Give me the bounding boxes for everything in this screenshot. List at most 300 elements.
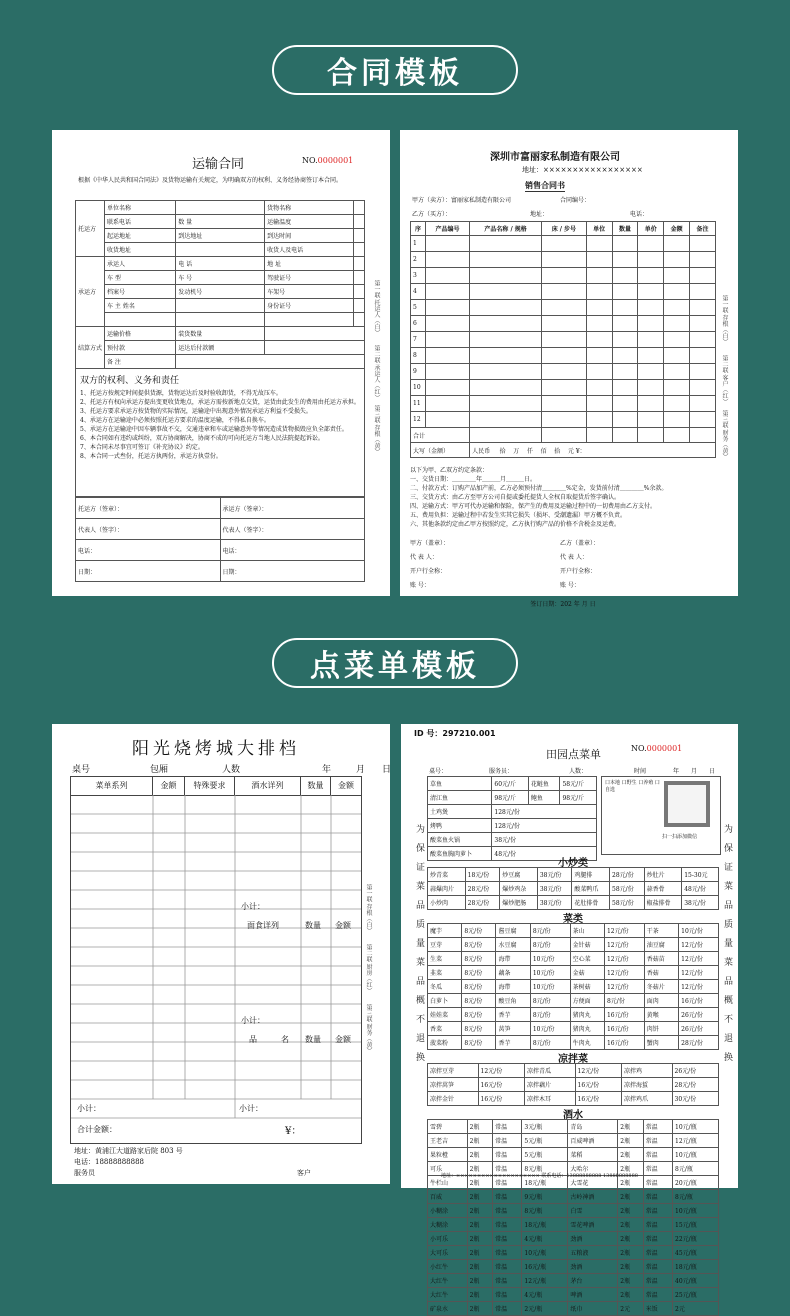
price: 8元/份: [462, 980, 496, 994]
cell: 运输价格: [105, 327, 176, 341]
dish: 海带: [496, 952, 530, 966]
temp: 常温: [643, 1176, 672, 1190]
temp: 常温: [493, 1148, 522, 1162]
dish: 香菇苗: [644, 952, 678, 966]
dish: 烤鸭: [428, 819, 492, 833]
sign-cell: 日期：: [76, 561, 221, 582]
dish: 面肉: [644, 994, 678, 1008]
cell: 车 主 姓名: [105, 299, 176, 313]
price: 12元/份: [679, 952, 719, 966]
garden-title: 田园点菜单: [546, 748, 601, 761]
store-phone: 电话：18888888888: [74, 1158, 144, 1166]
row-number: 6: [411, 316, 426, 332]
cell: 发动机号: [176, 285, 265, 299]
row-number: 9: [411, 364, 426, 380]
price: 10元/瓶: [673, 1120, 719, 1134]
qty: 2瓶: [467, 1232, 493, 1246]
price: 10元/份: [530, 966, 570, 980]
col-header: 数量: [301, 777, 331, 795]
price: 16元/份: [575, 1092, 621, 1106]
bbq-order-sheet: [52, 724, 390, 1184]
party-b: 乙方（买方）：: [412, 211, 452, 218]
cell: 单位名称: [105, 201, 176, 215]
unit: 拾: [554, 447, 561, 455]
price: 5元/瓶: [522, 1148, 568, 1162]
sales-title: 销售合同书: [525, 180, 565, 190]
price: 12元/份: [604, 924, 644, 938]
price: 30元/份: [672, 1092, 719, 1106]
cell: 地 址: [265, 257, 354, 271]
dish: 猪肉丸: [570, 1022, 604, 1036]
copy-note: 第三联 存根（黄）: [373, 405, 380, 455]
cell: 数 量: [176, 215, 265, 229]
price: 10元/份: [530, 1022, 570, 1036]
price: 58元/份: [610, 896, 645, 910]
copy-note: 第一联 托运人（白）: [373, 280, 380, 336]
settle-label: 结算方式: [76, 327, 105, 369]
garden-order-sheet: [401, 724, 738, 1313]
price: 48元/份: [492, 847, 597, 861]
drink: 百威啤酒: [568, 1134, 618, 1148]
term: 六、其他条款约定由乙甲方按照约定，乙方执行购产品的价格不含税金及运费。: [410, 521, 621, 528]
price: 12元/瓶: [522, 1274, 568, 1288]
price: 8元/份: [462, 1036, 496, 1050]
qty: 2瓶: [618, 1176, 644, 1190]
price: 98元/斤: [560, 791, 597, 805]
cell: 车架号: [265, 285, 354, 299]
dish: 韭菜: [428, 966, 462, 980]
transport-title: 运输合同: [192, 157, 245, 172]
qty: 2瓶: [467, 1246, 493, 1260]
price: 38元/份: [537, 868, 572, 882]
row-number: 12: [411, 412, 426, 428]
price: 38元/份: [537, 896, 572, 910]
dish: 酸菜鱼胸肉萝卜: [428, 847, 492, 861]
cell: 运达后付款额: [176, 341, 265, 355]
meta-label: 日: [709, 768, 716, 775]
unit: 元 ¥：: [567, 447, 586, 455]
rights-title: 双方的权利、义务和责任: [80, 376, 180, 386]
dish: 生菜: [428, 952, 462, 966]
temp: 常温: [643, 1246, 672, 1260]
col-header: 特殊要求: [185, 777, 235, 795]
drink: 大糊涂: [428, 1218, 468, 1232]
col-header: 产品名称 / 规格: [470, 222, 542, 236]
col-header: 备注: [690, 222, 716, 236]
qty: 2瓶: [618, 1260, 644, 1274]
dish: 水豆腐: [496, 938, 530, 952]
price: 40元/瓶: [673, 1274, 719, 1288]
company-address: 地址：×××××××××××××××××: [522, 166, 643, 174]
copy-note: 第二联 厨房（红）: [365, 944, 372, 994]
col-header: 菜单系列: [71, 777, 153, 795]
copy-note: 第三联 财务（黄）: [365, 1004, 372, 1054]
price: 12元/份: [604, 938, 644, 952]
sales-contract-sheet: [400, 130, 738, 608]
cell: 收货地址: [105, 243, 176, 257]
row-number: 3: [411, 268, 426, 284]
price: 3元/瓶: [522, 1120, 568, 1134]
cell: 联系电话: [105, 215, 176, 229]
price: 2元/瓶: [522, 1302, 568, 1316]
shipper-table: [75, 200, 365, 369]
dish: 椒盐排骨: [644, 896, 682, 910]
price: 26元/份: [679, 1008, 719, 1022]
qty: 2瓶: [467, 1176, 493, 1190]
copy-note: 第一联 存根（白）: [365, 884, 372, 934]
price: 98元/斤: [492, 791, 529, 805]
dish: 菠菜粉: [428, 1036, 462, 1050]
price: 26元/份: [672, 1064, 719, 1078]
menu-section-title: 点菜单模板: [272, 638, 518, 688]
meta-label: 年: [322, 765, 332, 775]
price: 60元/斤: [492, 777, 529, 791]
dish: 凉拌莴笋: [428, 1078, 479, 1092]
sign-field: 甲方（盖章）：: [410, 540, 450, 547]
dish: 方便面: [570, 994, 604, 1008]
order-no: 0000001: [646, 744, 683, 753]
drink: 雪花啤酒: [568, 1218, 618, 1232]
subtotal-label: 小计：: [77, 1104, 101, 1113]
sign-field: 代 表 人：: [560, 554, 588, 561]
cell: 身份证号: [265, 299, 354, 313]
price: 8元/份: [462, 1008, 496, 1022]
col-header: 金额: [335, 1035, 351, 1044]
price: 20元/瓶: [673, 1176, 719, 1190]
meta-label: 包厢: [150, 765, 169, 775]
dish: 酱豆腐: [496, 924, 530, 938]
sign-field: 开户行全称：: [560, 568, 597, 575]
drink: 青岛: [568, 1120, 618, 1134]
drink: 果粒橙: [428, 1148, 468, 1162]
price: 16元/份: [604, 1036, 644, 1050]
drink: 劲酒: [568, 1260, 618, 1274]
price: 16元/份: [478, 1078, 524, 1092]
price: 16元/份: [679, 994, 719, 1008]
drink: 啤酒: [568, 1288, 618, 1302]
price: 8元/份: [604, 994, 644, 1008]
sign-cell: 电话：: [220, 540, 365, 561]
subtotal-label: 小计：: [241, 1016, 265, 1025]
cell: 车 型: [105, 271, 176, 285]
price: 12元/瓶: [673, 1134, 719, 1148]
transport-no-label: NO.: [302, 156, 318, 165]
qty: 2瓶: [618, 1190, 644, 1204]
subtotal-label: 小计：: [239, 1104, 263, 1113]
dish: 草鱼: [428, 777, 492, 791]
qty: 2瓶: [467, 1134, 493, 1148]
dish: 金针菇: [570, 938, 604, 952]
drink: 矿泉水: [428, 1302, 468, 1316]
no-return-note: 为保证菜品质量菜品概不退换: [414, 824, 424, 1071]
qty: 2瓶: [467, 1274, 493, 1288]
temp: 常温: [493, 1204, 522, 1218]
price: 8元/份: [462, 938, 496, 952]
dish: 爆炒肥肠: [500, 896, 538, 910]
price: 10元/瓶: [673, 1148, 719, 1162]
sign-cell: 电话：: [76, 540, 221, 561]
dish: 娃娃菜: [428, 1008, 462, 1022]
cell: 起运地址: [105, 229, 176, 243]
cell: 备 注: [105, 355, 176, 369]
scan-caption: 扫一扫添加微信: [662, 834, 698, 840]
bbq-title: 阳光烧烤城大排档: [132, 739, 300, 759]
unit: 佰: [540, 447, 547, 455]
price: 8元/份: [462, 1022, 496, 1036]
rights-item: 5、承运方在运输途中因车辆事故不交，交通违章和车或运输意外等情况造成货物损毁应负全部责任。: [80, 426, 348, 433]
price: 10元/份: [530, 952, 570, 966]
cell: 车 号: [176, 271, 265, 285]
qty: 2瓶: [618, 1148, 644, 1162]
price: 10元/份: [679, 924, 719, 938]
price: 18元/份: [465, 868, 500, 882]
carrier-label: 承运方: [76, 257, 105, 327]
party-a: 甲方（卖方）：富丽家私制造有限公司: [412, 197, 512, 204]
cell: 承运人: [105, 257, 176, 271]
dish: 香菇: [644, 966, 678, 980]
sign-field: 代 表 人：: [410, 554, 438, 561]
qty: 2瓶: [618, 1288, 644, 1302]
rights-item: 6、本合同如有违约或纠纷，双方协商解决，协商不成的可向托运方当地人民法院提起诉讼。: [80, 435, 324, 442]
price: 38元/份: [492, 833, 597, 847]
category-drinks: 酒水: [563, 1110, 583, 1121]
price: 28元/份: [610, 868, 645, 882]
row-number: 11: [411, 396, 426, 412]
sign-table: [75, 497, 365, 582]
meta-label: 桌号：: [429, 768, 448, 775]
dish: 冬菇片: [644, 980, 678, 994]
temp: 米饭: [643, 1302, 672, 1316]
company-name: 深圳市富丽家私制造有限公司: [490, 152, 620, 163]
copy-note: 第三联 财务（黄）: [721, 410, 728, 460]
option: 口养殖: [638, 780, 654, 786]
category-stir-fry: 小炒类: [558, 858, 588, 869]
drink: 小可乐: [428, 1232, 468, 1246]
dish: 海带: [496, 980, 530, 994]
price: 8元/份: [530, 924, 570, 938]
total-label: 合计: [411, 428, 470, 443]
term: 四、运输方式：甲方可代办运输和保险，保产生的费用及运输过程中的一切费用由乙方支付。: [410, 503, 657, 510]
drink: 大可乐: [428, 1246, 468, 1260]
dish: 清江鱼: [428, 791, 492, 805]
cell: 装货数量: [176, 327, 265, 341]
stir-fry-table: [427, 867, 719, 910]
row-number: 5: [411, 300, 426, 316]
dish: 藕条: [496, 966, 530, 980]
drink: 古岭神酒: [568, 1190, 618, 1204]
cell: 电 话: [176, 257, 265, 271]
dish: 凉拌海蜇: [621, 1078, 672, 1092]
price: 15元/瓶: [673, 1218, 719, 1232]
dish: 干茶: [644, 924, 678, 938]
price: 8元/份: [462, 924, 496, 938]
price: 45元/瓶: [673, 1246, 719, 1260]
temp: 常温: [493, 1162, 522, 1176]
cold-dishes-table: [427, 1063, 719, 1106]
yen-label: ¥：: [285, 1126, 302, 1137]
total-label: 合计金额：: [77, 1125, 117, 1134]
price: 8元/瓶: [522, 1204, 568, 1218]
qty: 2瓶: [618, 1120, 644, 1134]
dish: 鲍鱼: [528, 791, 560, 805]
price: 28元/份: [679, 1036, 719, 1050]
dish: 白萝卜: [428, 994, 462, 1008]
qr-code-placeholder: [664, 781, 710, 827]
dish: 蟹肉: [644, 1036, 678, 1050]
transport-no: 0000001: [317, 156, 354, 165]
row-number: 1: [411, 236, 426, 252]
qty: 2瓶: [618, 1204, 644, 1218]
drink: 菜稻: [568, 1148, 618, 1162]
dish: 小炒肉: [428, 896, 466, 910]
row-number: 4: [411, 284, 426, 300]
col-header: 面食详列: [247, 921, 279, 930]
rights-item: 1、托运方按规定时间提供货源，货物运达后及时验收卸货，不得无故压车。: [80, 390, 282, 397]
drink: 牛栏山: [428, 1176, 468, 1190]
row-number: 7: [411, 332, 426, 348]
price: 16元/份: [604, 1022, 644, 1036]
sign-field: 账 号：: [560, 582, 580, 589]
dish: 凉拌金针: [428, 1092, 479, 1106]
temp: 常温: [643, 1190, 672, 1204]
store-address: 地址：黄浦江大道路家后院 803 号: [74, 1147, 183, 1155]
price: 28元/份: [672, 1078, 719, 1092]
price: 8元/份: [530, 938, 570, 952]
drink: 劲酒: [568, 1232, 618, 1246]
cell: 到达地址: [176, 229, 265, 243]
temp: 常温: [643, 1162, 672, 1176]
qty: 2瓶: [618, 1246, 644, 1260]
drink: 大哈尔: [568, 1162, 618, 1176]
temp: 常温: [493, 1120, 522, 1134]
price: 9元/瓶: [522, 1190, 568, 1204]
footer-contact: 地址：×××××××××××××××××××× 联系电话：13888888888 13888888888: [441, 1173, 638, 1179]
dish: 炒豆腐: [500, 868, 538, 882]
rights-item: 4、承运方在运输途中必须按照托运方要求的温度运输，不得私自换车。: [80, 417, 270, 424]
price: 16元/瓶: [522, 1260, 568, 1274]
qty: 2瓶: [467, 1190, 493, 1204]
qty: 2瓶: [467, 1148, 493, 1162]
qty: 2瓶: [467, 1260, 493, 1274]
dish: 空心菜: [570, 952, 604, 966]
price: 8元/瓶: [673, 1162, 719, 1176]
price: 12元/份: [604, 980, 644, 994]
term: 五、费用负担：运输过程中若发生实其它损失（损坏、受潮遗漏）甲方概不负责。: [410, 512, 627, 519]
col-header: 序: [411, 222, 426, 236]
price: 10元/瓶: [522, 1246, 568, 1260]
price: 8元/份: [530, 1008, 570, 1022]
col-header: 品: [249, 1035, 257, 1044]
dish: 金菇: [570, 966, 604, 980]
category-cold-dishes: 凉拌菜: [558, 1054, 588, 1065]
price: 8元/瓶: [673, 1190, 719, 1204]
unit: 拾: [499, 447, 506, 455]
contract-no: 合同编号：: [560, 197, 591, 204]
transport-intro: 根据《中华人民共和国合同法》及货物运输有关规定，为明确双方的权利、义务经协商签订本合同。: [78, 177, 343, 184]
dish: 豆芽: [428, 938, 462, 952]
price: 18元/瓶: [522, 1176, 568, 1190]
qty: 2瓶: [467, 1120, 493, 1134]
price: 22元/瓶: [673, 1232, 719, 1246]
temp: 常温: [493, 1260, 522, 1274]
rights-item: 3、托运方要求承运方按货物的实际情况，运输途中出现意外情况承运方利益不受损失。: [80, 408, 312, 415]
qty: 2瓶: [467, 1288, 493, 1302]
sign-field: 乙方（盖章）：: [560, 540, 600, 547]
cell: 档案号: [105, 285, 176, 299]
dish: 黄喉: [644, 1008, 678, 1022]
temp: 常温: [493, 1218, 522, 1232]
term: 一、交货日期：＿＿＿＿年＿＿＿月＿＿＿日。: [410, 476, 537, 483]
sheet-id: ID 号：297210.001: [414, 729, 496, 738]
price: 12元/份: [604, 952, 644, 966]
price: 15-30元: [682, 868, 719, 882]
party-b-addr: 地址：: [530, 211, 549, 218]
temp: 常温: [493, 1190, 522, 1204]
dish: 牛肉丸: [570, 1036, 604, 1050]
meta-label: 服务员：: [489, 768, 514, 775]
price: 8元/份: [462, 952, 496, 966]
price: 12元/份: [575, 1064, 621, 1078]
temp: 常温: [493, 1134, 522, 1148]
qty: 2瓶: [618, 1162, 644, 1176]
col-header: 单价: [638, 222, 664, 236]
row-number: 10: [411, 380, 426, 396]
sales-items-table: [410, 221, 716, 458]
drink: 五粮液: [568, 1246, 618, 1260]
price: 12元/份: [679, 938, 719, 952]
unit: 万: [513, 447, 520, 455]
price: 58元/份: [610, 882, 645, 896]
dish: 魔芋: [428, 924, 462, 938]
unit: 仟: [526, 447, 533, 455]
col-header: 床 / 步号: [542, 222, 587, 236]
drink: 大红牛: [428, 1274, 468, 1288]
dish: 炒青菜: [428, 868, 466, 882]
cell: 货物名称: [265, 201, 354, 215]
dish: 酸菜鸭爪: [572, 882, 610, 896]
dish: 凉拌鸡爪: [621, 1092, 672, 1106]
sign-field: 账 号：: [410, 582, 430, 589]
rights-item: 2、托运方有权向承运方提出变更收货地点，承运方需按新地点交货，运货由此发生的费用由托运方承担。: [80, 399, 360, 406]
meta-label: 月: [691, 768, 698, 775]
price: 12元/份: [679, 980, 719, 994]
col-header: 数量: [305, 921, 321, 930]
col-header: 金额: [335, 921, 351, 930]
drink: 小红牛: [428, 1260, 468, 1274]
contract-section-title: 合同模板: [272, 45, 518, 95]
cell: 预付款: [105, 341, 176, 355]
col-header: 单位: [586, 222, 612, 236]
dish: 花肚排骨: [572, 896, 610, 910]
dish: 猪肉丸: [570, 1008, 604, 1022]
temp: 常温: [493, 1302, 522, 1316]
meta-label: 人数: [222, 765, 241, 775]
drink: 大雪花: [568, 1176, 618, 1190]
cell: 到达时间: [265, 229, 354, 243]
temp: 常温: [643, 1204, 672, 1218]
temp: 常温: [643, 1260, 672, 1274]
party-b-tel: 电话：: [630, 211, 649, 218]
subtotal-label: 小计：: [241, 902, 265, 911]
qty: 2元: [618, 1302, 644, 1316]
temp: 常温: [643, 1120, 672, 1134]
dish: 凉拌木耳: [524, 1092, 575, 1106]
price: 25元/瓶: [673, 1288, 719, 1302]
term: 以下为甲、乙双方约定条款：: [410, 467, 489, 474]
temp: 常温: [493, 1274, 522, 1288]
term: 二、付款方式：订购产品加产前，乙方必须预付清＿＿＿＿%定金，发货前付清＿＿＿＿%余款。: [410, 485, 668, 492]
cell: 收货人及电话: [265, 243, 354, 257]
